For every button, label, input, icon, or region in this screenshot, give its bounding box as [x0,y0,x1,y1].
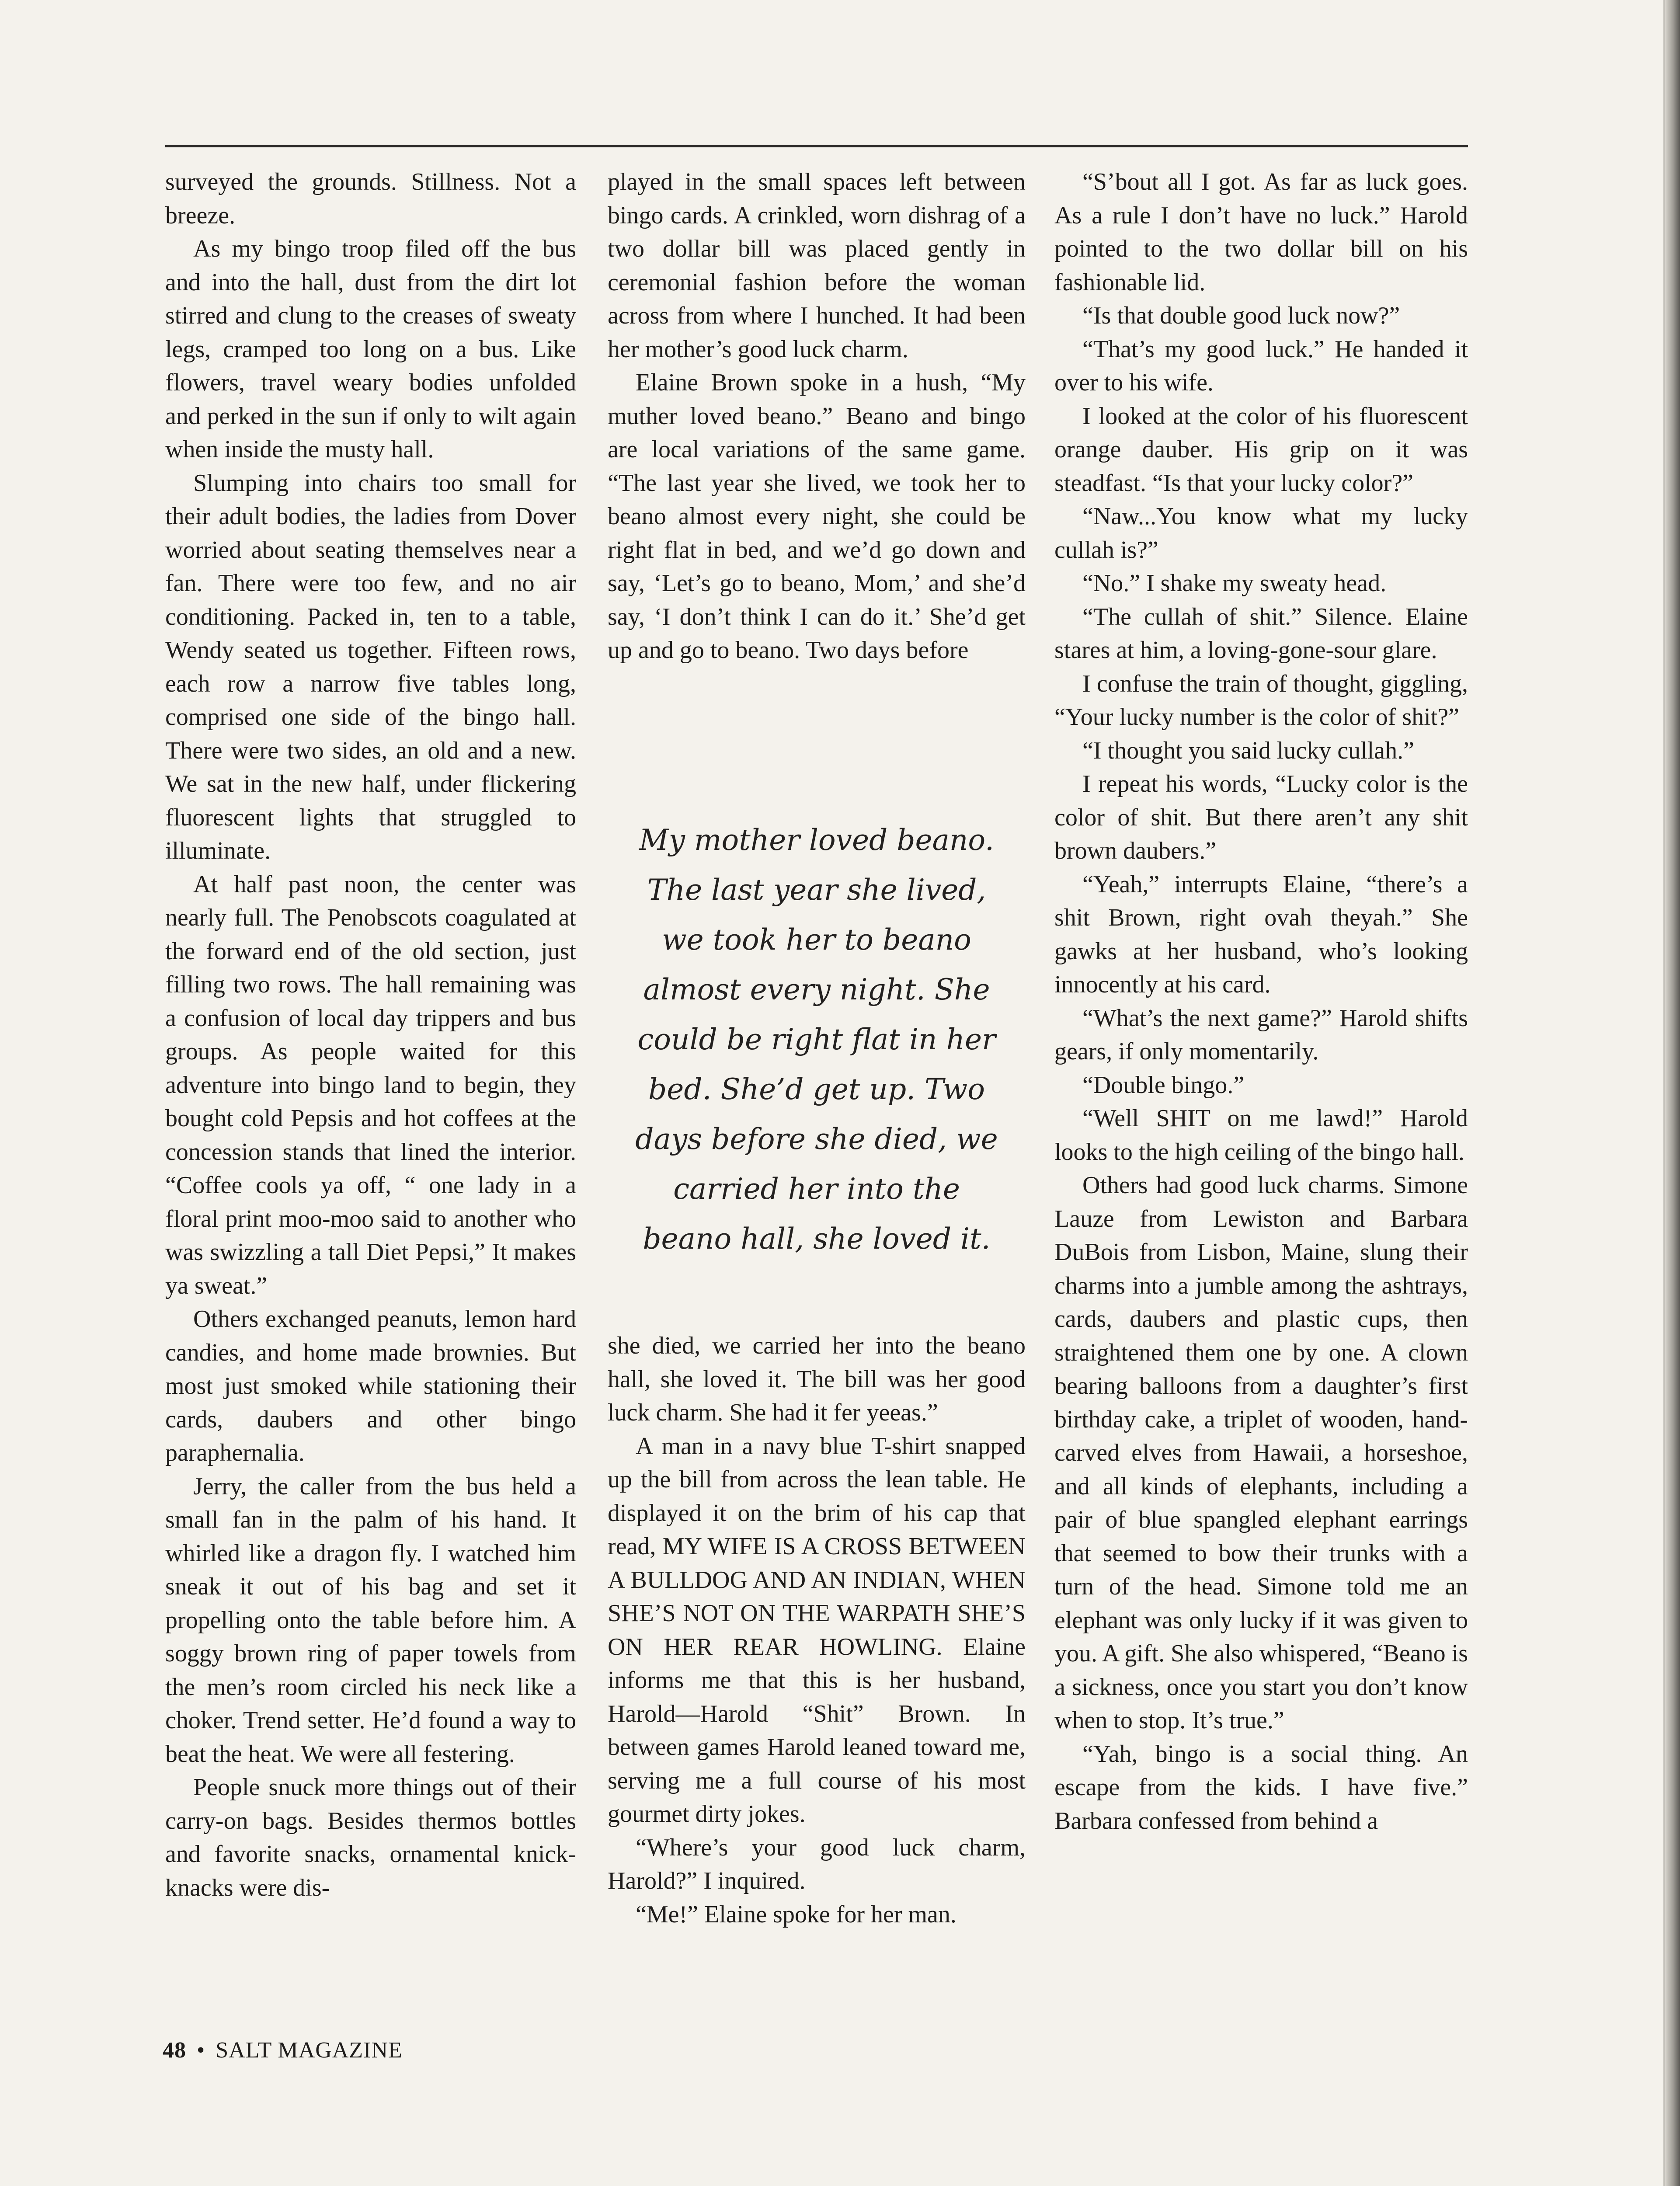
paragraph: Others had good luck charms. Simone Lauze from Lewiston and Barbara DuBois from Lisbon, Maine, slung their charms into a jumble among the ashtrays, cards, daubers and plastic cups, then straightened them one by one. A clown bearing balloons from a daughter’s first birthday cake, a triplet of wooden, hand-carved elves from Hawaii, a horseshoe, and all kinds of elephants, including a pair of blue spangled elephant earrings that seemed to bow their trunks with a turn of the head. Simone told me an elephant was only lucky if it was given to you. A gift. She also whispered, “Beano is a sickness, once you start you don’t know when to stop. It’s true.” [1054,1172,1468,1734]
paragraph: “Naw...You know what my lucky cullah is?” [1054,503,1468,564]
paragraph: As my bingo troop filed off the bus and into the hall, dust from the dirt lot stirred and clung to the creases of sweaty legs, cramped too long on a bus. Like flowers, travel weary bodies unfolded and perked in the sun if only to wilt again when inside the musty hall. [165,235,576,463]
header-rule [165,145,1468,147]
article-column-1 [165,165,576,1904]
pull-quote-line: days before she died, we [635,1122,998,1156]
paragraph: I looked at the color of his fluorescent orange dauber. His grip on it was steadfast. “Is that your lucky color?” [1054,402,1468,497]
paragraph: Elaine Brown spoke in a hush, “My muther loved beano.” Beano and bingo are local variations of the same game. “The last year she lived, we took her to beano almost every night, she could be right flat in bed, and we’d go down and say, ‘Let’s go to beano, Mom,’ and she’d say, ‘I don’t think I can do it.’ She’d get up and go to beano. Two days before [608,369,1026,664]
paragraph: Jerry, the caller from the bus held a small fan in the palm of his hand. It whirled like a dragon fly. I watched him sneak it out of his bag and set it propelling onto the table before him. A soggy brown ring of paper towels from the men’s room circled his neck like a choker. Trend setter. He’d found a way to beat the heat. We were all festering. [165,1472,576,1768]
article-column-2-top [608,165,1026,667]
publication-name: SALT MAGAZINE [216,2038,403,2063]
paragraph: “Yah, bingo is a social thing. An escape from the kids. I have five.” Barbara confessed from behind a [1054,1740,1468,1834]
footer-separator: • [197,2038,205,2063]
paragraph: “What’s the next game?” Harold shifts gears, if only momentarily. [1054,1004,1468,1065]
paragraph: “S’bout all I got. As far as luck goes. As a rule I don’t have no luck.” Harold pointed to the two dollar bill on his fashionable lid. [1054,168,1468,296]
pull-quote-line: bed. She’d get up. Two [648,1072,985,1106]
paragraph: “Double bingo.” [1082,1071,1245,1099]
paragraph: I repeat his words, “Lucky color is the color of shit. But there aren’t any shit brown daubers.” [1054,770,1468,864]
pull-quote-line: My mother loved beano. [639,823,994,857]
pull-quote-line: we took her to beano [662,923,971,957]
paragraph: “Is that double good luck now?” [1082,302,1400,329]
article-column-2-bottom [608,1329,1026,1931]
paragraph: “Where’s your good luck charm, Harold?” I inquired. [608,1834,1026,1894]
paragraph: she died, we carried her into the beano hall, she loved it. The bill was her good luck charm. She had it fer yeeas.” [608,1332,1026,1426]
paragraph: “That’s my good luck.” He handed it over to his wife. [1054,335,1468,396]
paragraph: “Yeah,” interrupts Elaine, “there’s a shit Brown, right ovah theyah.” She gawks at her husband, who’s looking innocently at his card. [1054,870,1468,998]
paragraph: I confuse the train of thought, giggling, “Your lucky number is the color of shit?” [1054,670,1468,731]
paragraph: played in the small spaces left between bingo cards. A crinkled, worn dishrag of a two dollar bill was placed gently in ceremonial fashion before the woman across from where I hunched. It had been her mother’s good luck charm. [608,168,1026,363]
paragraph: A man in a navy blue T-shirt snapped up the bill from across the lean table. He displayed it on the brim of his cap that read, MY WIFE IS A CROSS BETWEEN A BULLDOG AND AN INDIAN, WHEN SHE’S NOT ON THE WARPATH SHE’S ON HER REAR HOWLING. Elaine informs me that this is her husband, Harold—Harold “Shit” Brown. In between games Harold leaned toward me, serving me a full course of his most gourmet dirty jokes. [608,1432,1026,1827]
paragraph: People snuck more things out of their carry-on bags. Besides thermos bottles and favorite snacks, ornamental knick-knacks were dis- [165,1774,576,1901]
page-edge [1665,0,1680,2186]
pull-quote-line: could be right flat in her [637,1023,996,1056]
pull-quote-line: beano hall, she loved it. [643,1222,991,1256]
page-footer [163,2037,403,2063]
paragraph: “Well SHIT on me lawd!” Harold looks to the high ceiling of the bingo hall. [1054,1105,1468,1166]
pull-quote [608,815,1026,1264]
pull-quote-line: almost every night. She [643,973,990,1006]
paragraph: “The cullah of shit.” Silence. Elaine stares at him, a loving-gone-sour glare. [1054,603,1468,664]
paragraph: Others exchanged peanuts, lemon hard candies, and home made brownies. But most just smoked while stationing their cards, daubers and other bingo paraphernalia. [165,1305,576,1466]
paragraph: At half past noon, the center was nearly full. The Penobscots coagulated at the forward end of the old section, just filling two rows. The hall remaining was a confusion of local day trippers and bus groups. As people waited for this adventure into bingo land to begin, they bought cold Pepsis and hot coffees at the concession stands that lined the interior. “Coffee cools ya off, “ one lady in a floral print moo-moo said to another who was swizzling a tall Diet Pepsi,” It makes ya sweat.” [165,870,576,1299]
pull-quote-line: carried her into the [673,1172,960,1206]
paragraph: surveyed the grounds. Stillness. Not a breeze. [165,168,576,229]
page-number: 48 [163,2038,186,2063]
paragraph: “Me!” Elaine spoke for her man. [636,1901,957,1928]
paragraph: Slumping into chairs too small for their adult bodies, the ladies from Dover worried about seating themselves near a fan. There were too few, and no air conditioning. Packed in, ten to a table, Wendy seated us together. Fifteen rows, each row a narrow five tables long, comprised one side of the bingo hall. There were two sides, an old and a new. We sat in the new half, under flickering fluorescent lights that struggled to illuminate. [165,469,576,864]
paragraph: “No.” I shake my sweaty head. [1082,570,1387,597]
paragraph: “I thought you said lucky cullah.” [1082,737,1414,764]
article-column-3 [1054,165,1468,1838]
pull-quote-line: The last year she lived, [647,873,986,907]
